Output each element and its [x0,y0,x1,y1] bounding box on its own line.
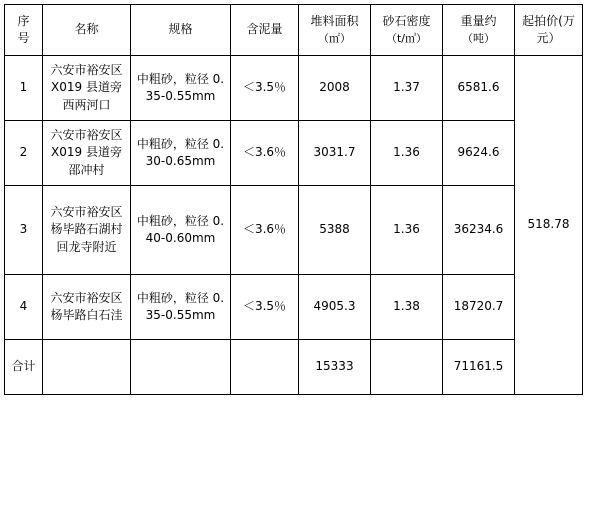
header-seq [5,5,43,56]
header-name [43,5,131,56]
header-weight-line2: （吨） [462,31,495,45]
cell-density: 1.37 [371,56,443,121]
cell-mud-content: ＜3.6％ [231,121,299,186]
cell-total-density [371,340,443,395]
header-spec-line1: 规格 [168,22,193,37]
cell-spec: 中粗砂，粒径 0.35-0.55mm [131,275,231,340]
cell-stock-area: 3031.7 [299,121,371,186]
cell-total-name [43,340,131,395]
header-spec [131,5,231,56]
cell-total-label: 合计 [5,340,43,395]
cell-weight: 6581.6 [443,56,515,121]
header-price-line2: 元） [536,31,561,45]
cell-weight: 9624.6 [443,121,515,186]
table-row [5,121,583,186]
cell-seq: 2 [5,121,43,186]
header-seq-line1: 序 [17,13,30,28]
table-body [5,56,583,395]
header-mud-content [231,5,299,56]
cell-name: 六安市裕安区杨毕路石湖村回龙寺附近 [43,186,131,275]
table-row [5,56,583,121]
table-row [5,275,583,340]
sand-lots-table [4,4,583,395]
cell-name: 六安市裕安区杨毕路白石洼 [43,275,131,340]
cell-total-spec [131,340,231,395]
cell-total-weight: 71161.5 [443,340,515,395]
cell-stock-area: 5388 [299,186,371,275]
cell-density: 1.38 [371,275,443,340]
cell-weight: 18720.7 [443,275,515,340]
table-total-row [5,340,583,395]
header-name-line1: 名称 [74,22,99,37]
cell-density: 1.36 [371,186,443,275]
cell-name: 六安市裕安区 X019 县道旁西两河口 [43,56,131,121]
document-page [0,4,613,529]
header-area-line2: （㎡） [318,31,351,45]
cell-name: 六安市裕安区 X019 县道旁邵冲村 [43,121,131,186]
header-start-price [515,5,583,56]
header-stock-area [299,5,371,56]
cell-stock-area: 2008 [299,56,371,121]
header-row [5,5,583,56]
cell-mud-content: ＜3.6％ [231,186,299,275]
table-row [5,186,583,275]
header-weight-line1: 重量约 [460,14,497,29]
cell-weight: 36234.6 [443,186,515,275]
cell-total-mud [231,340,299,395]
cell-stock-area: 4905.3 [299,275,371,340]
cell-spec: 中粗砂，粒径 0.40-0.60mm [131,186,231,275]
header-weight [443,5,515,56]
cell-mud-content: ＜3.5％ [231,275,299,340]
header-density [371,5,443,56]
cell-density: 1.36 [371,121,443,186]
cell-total-area: 15333 [299,340,371,395]
header-price-line1: 起拍价(万 [522,13,575,28]
header-density-line1: 砂石密度 [382,14,431,29]
cell-spec: 中粗砂，粒径 0.35-0.55mm [131,56,231,121]
cell-seq: 1 [5,56,43,121]
cell-seq: 3 [5,186,43,275]
header-density-line2: （t/㎥） [385,31,428,45]
cell-start-price: 518.78 [515,56,583,395]
cell-spec: 中粗砂，粒径 0.30-0.65mm [131,121,231,186]
header-seq-line2: 号 [17,31,30,45]
header-area-line1: 堆料面积 [310,14,359,29]
cell-seq: 4 [5,275,43,340]
cell-mud-content: ＜3.5％ [231,56,299,121]
header-mud-line1: 含泥量 [246,22,283,37]
table-header [5,5,583,56]
